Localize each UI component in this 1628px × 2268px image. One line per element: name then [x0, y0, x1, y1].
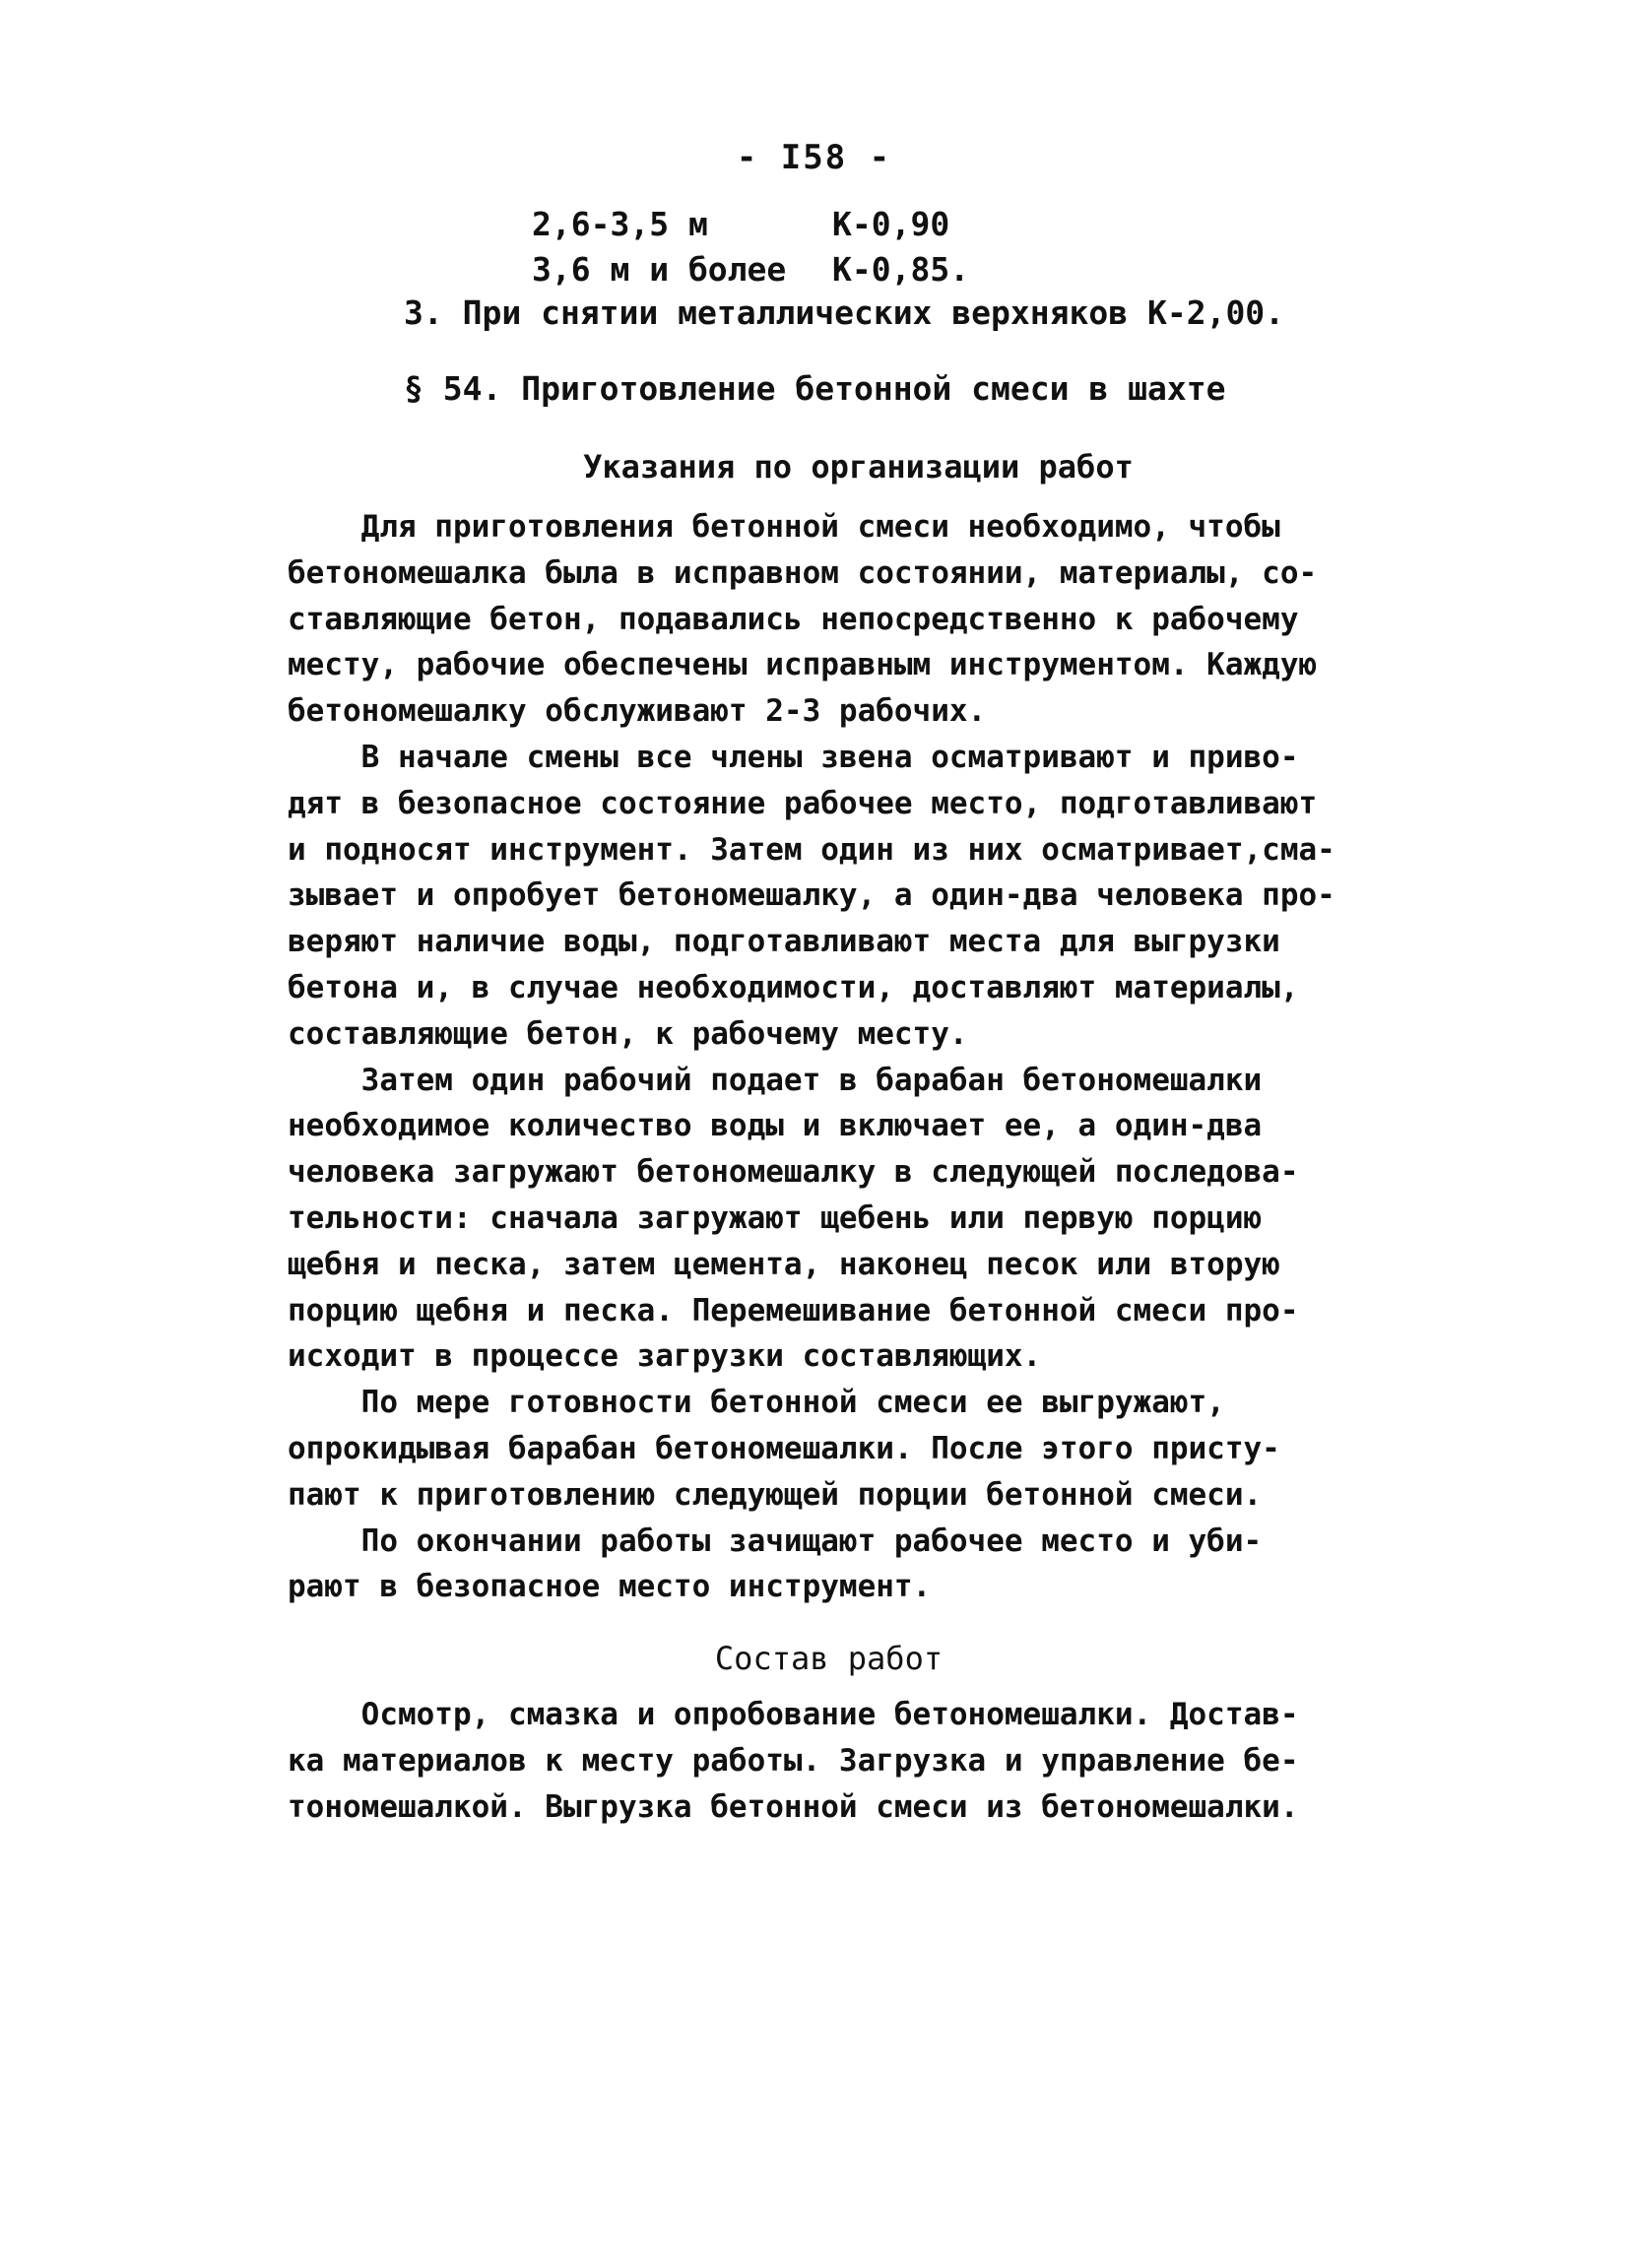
composition-heading: Состав работ [714, 1640, 944, 1677]
coefficient-row [532, 202, 969, 247]
coefficient-range: 2,6-3,5 м [532, 205, 708, 243]
coefficient-value: К-0,85. [832, 250, 970, 289]
section-title: § 54. Приготовление бетонной смеси в шахте [404, 369, 1226, 408]
composition-text [288, 1692, 1381, 1830]
note-item: 3. При снятии металлических верхняков К-2,00. [404, 293, 1285, 332]
page-number: - I58 - [736, 138, 892, 177]
coefficient-range: 3,6 м и более [532, 250, 787, 289]
paragraph: В начале смены все члены звена осматривают и приво- дят в безопасное состояние рабочее место, подготавливают и подносят инструмент. Затем один из них осматривает,сма- зывает и опробует бетономешалку, а один-два человека про- веряют наличие воды, подготавливают места для выгрузки бетона и, в случае необходимости, доставляют материалы, составляющие бетон, к рабочему месту. [288, 739, 1335, 1052]
coefficient-row [532, 247, 969, 292]
paragraph: Осмотр, смазка и опробование бетономешалки. Достав- ка материалов к месту работы. Загрузка и управление бе- тономешалкой. Выгрузка бетонной смеси из бетономешалки. [288, 1697, 1299, 1825]
organization-heading: Указания по организации работ [583, 448, 1134, 486]
paragraph: Затем один рабочий подает в барабан бетономешалки необходимое количество воды и включает ее, а один-два человека загружают бетономешалку в следующей последова- тельности: сначала загружают щебень или первую порцию щебня и песка, затем цемента, наконец песок или вторую порцию щебня и песка. Перемешивание бетонной смеси про- исходит в процессе загрузки составляющих. [288, 1062, 1299, 1375]
paragraph: По мере готовности бетонной смеси ее выгружают, опрокидывая барабан бетономешалки. После этого присту- пают к приготовлению следующей порции бетонной смеси. [288, 1385, 1280, 1513]
paragraph: По окончании работы зачищают рабочее место и уби- рают в безопасное место инструмент. [288, 1523, 1263, 1605]
organization-text [288, 504, 1381, 1610]
paragraph: Для приготовления бетонной смеси необходимо, чтобы бетономешалка была в исправном состоянии, материалы, со- ставляющие бетон, подавались непосредственно к рабочему месту, рабочие обеспечены исправным инструментом. Каждую бетономешалку обслуживают 2-3 рабочих. [288, 509, 1318, 730]
coefficient-table [532, 202, 969, 292]
coefficient-value: К-0,90 [832, 205, 950, 243]
